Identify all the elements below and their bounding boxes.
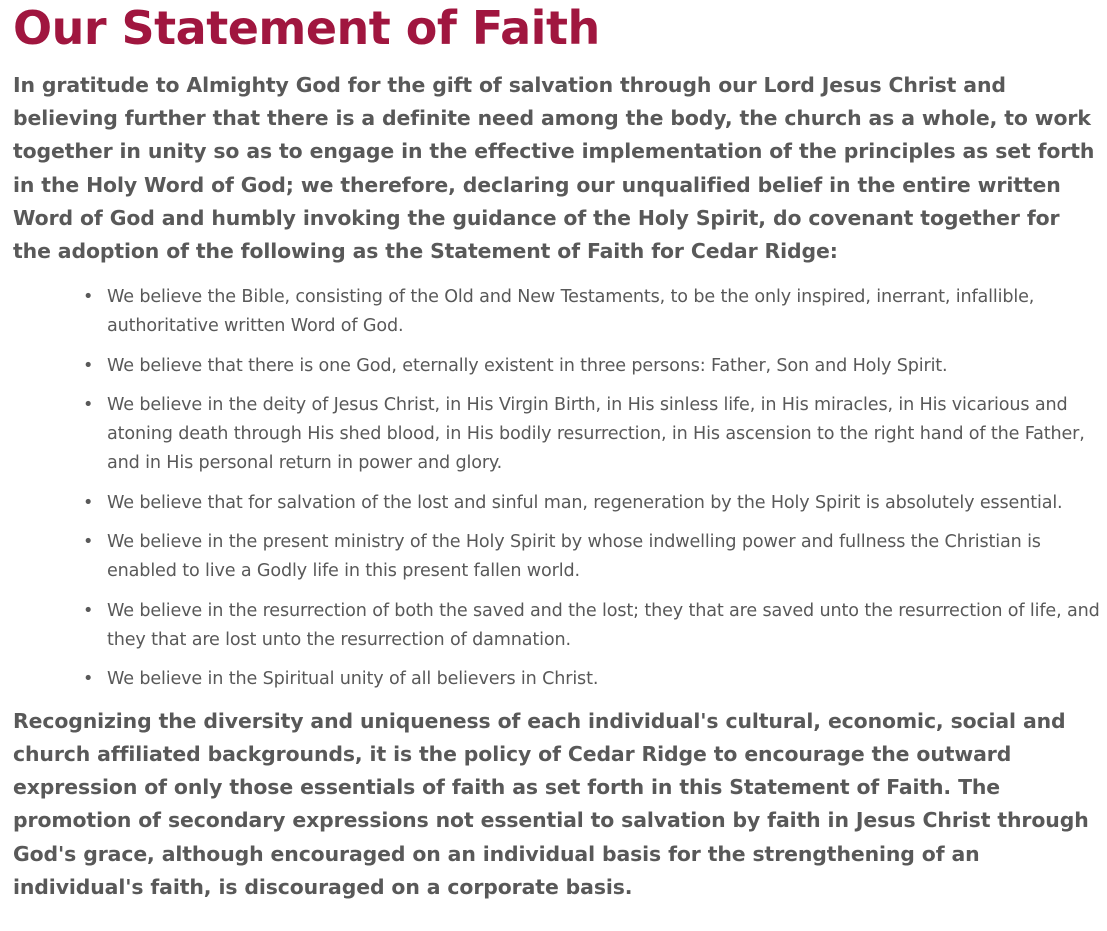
bullet-icon: • [83,600,94,621]
belief-text: We believe in the deity of Jesus Christ, in His Virgin Birth, in His sinless life, in His miracles, in His vicarious and atoning death through His shed blood, in His bodily resurrection, in His ascension to the right hand of the Father, and in His personal return in power and glory. [107,395,1085,474]
belief-item-4 [83,489,1103,518]
bullet-icon: • [83,287,94,308]
bullet-icon: • [83,395,94,416]
bullet-icon: • [83,355,94,376]
belief-text: We believe that there is one God, eternally existent in three persons: Father, Son and Holy Spirit. [107,355,948,376]
belief-item-5 [83,528,1103,586]
belief-item-6 [83,597,1103,655]
bullet-icon: • [83,532,94,553]
belief-text: We believe in the present ministry of the Holy Spirit by whose indwelling power and fullness the Christian is enabled to live a Godly life in this present fallen world. [107,532,1041,582]
beliefs-list [13,283,1103,694]
belief-text: We believe the Bible, consisting of the Old and New Testaments, to be the only inspired, inerrant, infallible, authoritative written Word of God. [107,287,1035,337]
belief-text: We believe that for salvation of the lost and sinful man, regeneration by the Holy Spirit is absolutely essential. [107,492,1063,513]
page-title: Our Statement of Faith [13,1,600,55]
bullet-icon: • [83,669,94,690]
closing-paragraph: Recognizing the diversity and uniqueness of each individual's cultural, economic, social and church affiliated backgrounds, it is the policy of Cedar Ridge to encourage the outward expression of only those essentials of faith as set forth in this Statement of Faith. The promotion of secondary expressions not essential to salvation by faith in Jesus Christ through God's grace, although encouraged on an individual basis for the strengthening of an individual's faith, is discouraged on a corporate basis. [13,708,1089,899]
belief-item-3 [83,391,1103,478]
belief-item-2 [83,352,1103,381]
belief-item-1 [83,283,1103,341]
belief-text: We believe in the Spiritual unity of all believers in Christ. [107,669,599,690]
statement-of-faith-document [13,0,1103,904]
belief-item-7 [83,665,1103,694]
bullet-icon: • [83,492,94,513]
intro-paragraph: In gratitude to Almighty God for the gift of salvation through our Lord Jesus Christ and believing further that there is a definite need among the body, the church as a whole, to work together in unity so as to engage in the effective implementation of the principles as set forth in the Holy Word of God; we therefore, declaring our unqualified belief in the entire written Word of God and humbly invoking the guidance of the Holy Spirit, do covenant together for the adoption of the following as the Statement of Faith for Cedar Ridge: [13,73,1095,264]
belief-text: We believe in the resurrection of both the saved and the lost; they that are saved unto the resurrection of life, and they that are lost unto the resurrection of damnation. [107,600,1100,650]
